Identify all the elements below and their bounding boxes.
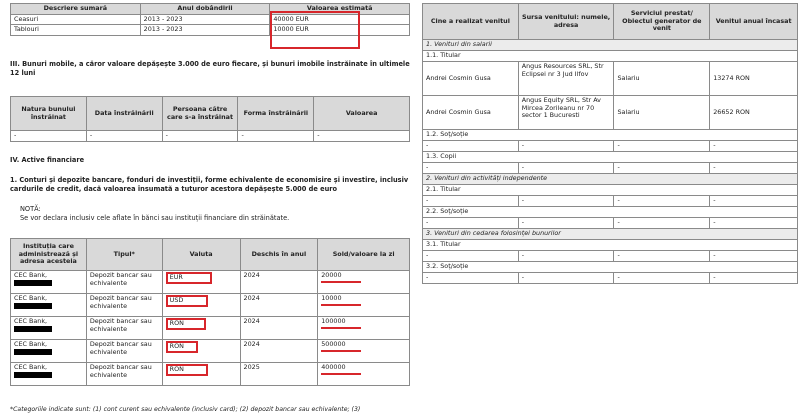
institution-name: CEC Bank, [14,294,48,302]
cell-balance [318,317,410,340]
cell-source: Angus Resources SRL, Str Eclipsei nr 3 Jud Ilfov [518,62,614,96]
subsection-label: 2.1. Titular [423,185,798,196]
col-header-opened-year: Deschis în anul [240,239,318,271]
income-table [422,3,798,284]
cell-currency [162,317,240,340]
col-header-service: Serviciul prestat/ Obiectul generator de venit [614,4,710,40]
cell-currency [162,294,240,317]
cell-service: Salariu [614,62,710,96]
currency-highlight: RON [166,318,206,330]
note-label: NOTĂ: [20,205,41,213]
value-text: 40000 EUR [273,14,309,23]
cell-service: - [614,251,710,262]
balance-underlined: 100000 [321,318,361,329]
currency-highlight: RON [166,364,208,376]
col-header-alienation-date: Data înstrăinării [86,97,162,131]
table-row [11,317,410,340]
income-section-row [423,229,798,240]
cell-income: - [710,141,798,152]
cell-income: 13274 RON [710,62,798,96]
income-table-body [423,40,798,284]
cell-service: - [614,218,710,229]
cell-year: 2013 - 2023 [140,25,270,36]
institution-name: CEC Bank, [14,363,48,371]
cell-earner: - [423,163,519,174]
redaction-bar [14,326,52,332]
cell: - [314,131,410,142]
cell-earner: - [423,251,519,262]
table-row [11,294,410,317]
cell-income: - [710,273,798,284]
cell-type: Depozit bancar sau echivalente [86,317,162,340]
cell-type: Depozit bancar sau echivalente [86,294,162,317]
table-row [11,340,410,363]
redaction-bar [14,372,52,378]
table-row [11,131,410,142]
subsection-label: 1.1. Titular [423,51,798,62]
cell-balance [318,363,410,386]
cell-source: - [518,251,614,262]
cell-service: - [614,196,710,207]
col-header-alienation-form: Forma înstrăinării [238,97,314,131]
income-subsection-row [423,240,798,251]
cell-currency [162,271,240,294]
cell-type: Depozit bancar sau echivalente [86,340,162,363]
institution-name: CEC Bank, [14,317,48,325]
note-text: Se vor declara inclusiv cele aflate în bănci sau instituții financiare din străinătate. [20,214,290,222]
cell-description: Tablouri [11,25,141,36]
col-header-recipient: Persoana către care s-a înstrăinat [162,97,238,131]
cell-type: Depozit bancar sau echivalente [86,363,162,386]
subsection-label: 3.1. Titular [423,240,798,251]
cell-service: - [614,141,710,152]
col-header-income-source: Sursa venitului: numele, adresa [518,4,614,40]
income-subsection-row [423,207,798,218]
cell-currency [162,340,240,363]
cell-income: - [710,251,798,262]
cell-source: - [518,273,614,284]
cell-earner: - [423,273,519,284]
financial-assets-table [10,238,410,386]
cell-institution [11,271,87,294]
redaction-bar [14,349,52,355]
table-row [423,163,798,174]
col-header-asset-nature: Natura bunului înstrăinat [11,97,87,131]
table-row [423,62,798,96]
col-header-balance: Sold/valoare la zi [318,239,410,271]
currency-highlight: EUR [166,272,212,284]
table-row [423,273,798,284]
balance-underlined: 10000 [321,295,361,306]
cell-currency [162,363,240,386]
cell-source: - [518,141,614,152]
cell-service: - [614,273,710,284]
cell: - [162,131,238,142]
table-row [423,96,798,130]
subsection-label: 2.2. Soț/soție [423,207,798,218]
section-4-subtitle: 1. Conturi și depozite bancare, fonduri de investiții, forme echivalente de economisire și investire, inclusiv cardurile de credit, dacă valoarea însumată a tuturor acestora depășește 5.000 de euro [10,176,409,193]
section-4-title: IV. Active financiare [10,156,85,164]
table-row [423,251,798,262]
cell-source: - [518,218,614,229]
cell-year: 2013 - 2023 [140,14,270,25]
institution-name: CEC Bank, [14,340,48,348]
subsection-label: 1.2. Soț/soție [423,130,798,141]
cell-year: 2024 [240,317,318,340]
cell-description: Ceasuri [11,14,141,25]
cell-income: - [710,163,798,174]
cell-earner: - [423,141,519,152]
cell-income: - [710,196,798,207]
highlight-box-estimated-values [270,11,360,49]
cell-source: - [518,196,614,207]
cell-income: 26652 RON [710,96,798,130]
income-subsection-row [423,262,798,273]
redaction-bar [14,280,52,286]
subsection-label: 1.3. Copii [423,152,798,163]
cell-source: Angus Equity SRL, Str Av Mircea Zorileanu nr 70 sector 1 Bucuresti [518,96,614,130]
institution-name: CEC Bank, [14,271,48,279]
table-row [11,363,410,386]
table-row [423,196,798,207]
currency-highlight: RON [166,341,198,353]
balance-underlined: 500000 [321,341,361,352]
cell-earner: Andrei Cosmin Gusa [423,62,519,96]
section-label: 1. Venituri din salarii [423,40,798,51]
cell-balance [318,340,410,363]
table-row [423,218,798,229]
cell-institution [11,294,87,317]
cell-institution [11,340,87,363]
financial-header-row [11,239,410,271]
col-header-year: Anul dobândirii [140,4,270,15]
col-header-currency: Valuta [162,239,240,271]
cell-year: 2025 [240,363,318,386]
redaction-bar [14,303,52,309]
income-section-row [423,40,798,51]
col-header-description: Descriere sumară [11,4,141,15]
cell-earner: - [423,218,519,229]
col-header-type: Tipul* [86,239,162,271]
section-3-title: III. Bunuri mobile, a căror valoare depășește 3.000 de euro fiecare, și bunuri imobile înstrăinate în ultimele 12 luni [10,60,410,77]
alienated-header-row [11,97,410,131]
subsection-label: 3.2. Soț/soție [423,262,798,273]
cell: - [238,131,314,142]
table-row [423,141,798,152]
cell-balance [318,271,410,294]
cell-service: - [614,163,710,174]
income-subsection-row [423,51,798,62]
income-header-row [423,4,798,40]
balance-underlined: 400000 [321,364,361,375]
cell-institution [11,317,87,340]
col-header-value: Valoarea [314,97,410,131]
cell-earner: Andrei Cosmin Gusa [423,96,519,130]
value-text: 10000 EUR [273,25,309,34]
cell-earner: - [423,196,519,207]
cell-source: - [518,163,614,174]
cell-institution [11,363,87,386]
cell-year: 2024 [240,294,318,317]
cell: - [11,131,87,142]
col-header-annual-income: Venitul anual încasat [710,4,798,40]
income-section-row [423,174,798,185]
alienated-assets-table [10,96,410,142]
cell-service: Salariu [614,96,710,130]
cell: - [86,131,162,142]
footnote: *Categoriile indicate sunt: (1) cont curent sau echivalente (inclusiv card); (2) depozit bancar sau echivalente; (3) [10,406,361,413]
income-subsection-row [423,130,798,141]
income-subsection-row [423,185,798,196]
section-label: 2. Venituri din activități independente [423,174,798,185]
cell-year: 2024 [240,340,318,363]
cell-type: Depozit bancar sau echivalente [86,271,162,294]
col-header-earner: Cine a realizat venitul [423,4,519,40]
income-subsection-row [423,152,798,163]
currency-highlight: USD [166,295,208,307]
col-header-estimated-value: Valoarea estimată [270,4,410,15]
section-label: 3. Venituri din cedarea folosinței bunurilor [423,229,798,240]
col-header-institution: Instituția care administrează și adresa acesteia [11,239,87,271]
cell-balance [318,294,410,317]
cell-income: - [710,218,798,229]
balance-underlined: 20000 [321,272,361,283]
table-row [11,271,410,294]
cell-year: 2024 [240,271,318,294]
